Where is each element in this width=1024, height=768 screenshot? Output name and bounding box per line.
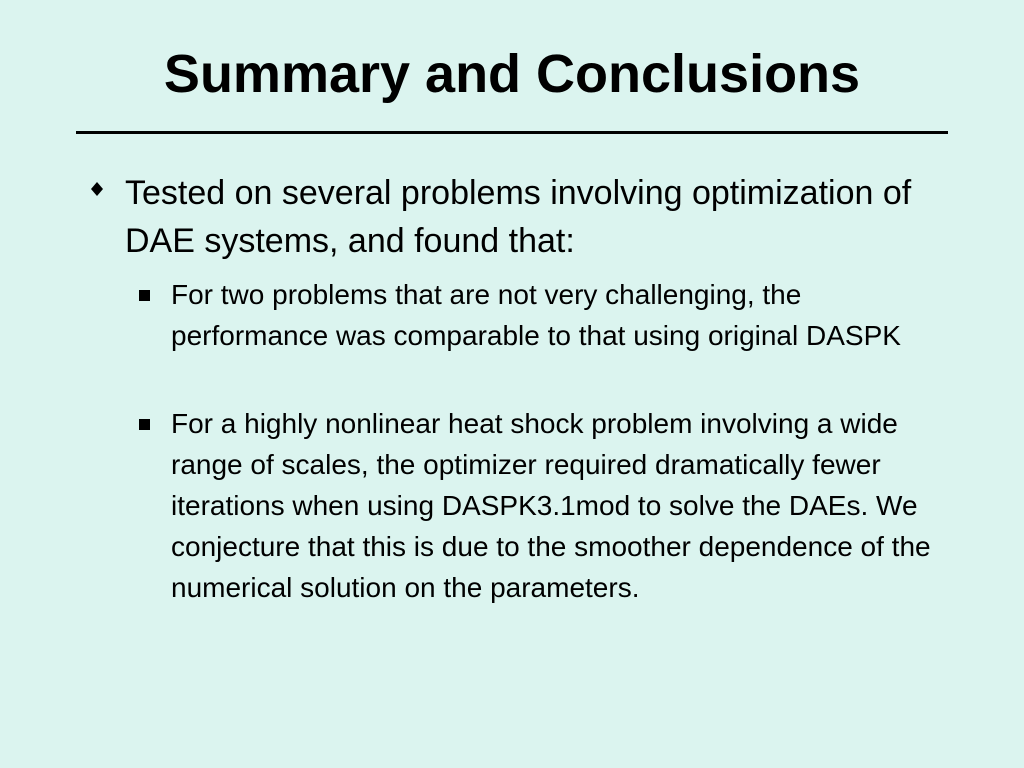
square-bullet-icon: [139, 419, 150, 430]
sub-bullet-item: For two problems that are not very challenging, the performance was comparable to that using original DASPK: [171, 279, 901, 351]
sub-bullet-item: For a highly nonlinear heat shock problem involving a wide range of scales, the optimizer required dramatically fewer iterations when using DASPK3.1mod to solve the DAEs. We conjecture that this is due to the smoother dependence of the numerical solution on the parameters.: [171, 408, 931, 603]
square-bullet-icon: [139, 290, 150, 301]
diamond-bullet-icon: [87, 179, 107, 199]
bullet-item: Tested on several problems involving optimization of DAE systems, and found that:: [125, 174, 912, 260]
slide-title: Summary and Conclusions: [163, 44, 861, 104]
